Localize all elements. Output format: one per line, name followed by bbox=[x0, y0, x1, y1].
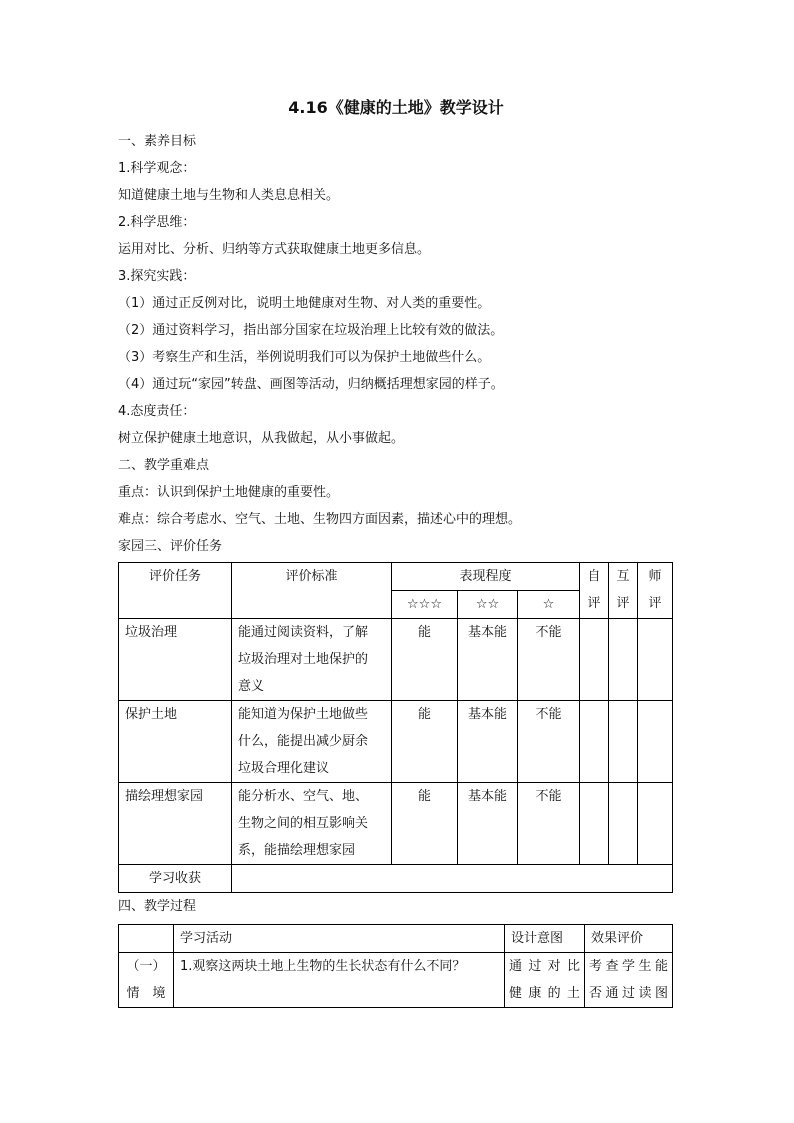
level-2-cell: 基本能 bbox=[458, 783, 518, 865]
header-performance: 表现程度 bbox=[392, 563, 580, 591]
self-eval-cell bbox=[580, 783, 609, 865]
effect-cell: 考查学生能 否通过读图 bbox=[585, 953, 673, 1008]
table-row bbox=[119, 619, 673, 701]
header-stars-3: ☆☆☆ bbox=[392, 591, 458, 619]
teacher-eval-cell bbox=[638, 619, 673, 701]
section-heading: 四、教学过程 bbox=[118, 899, 197, 914]
level-3-cell: 能 bbox=[392, 619, 458, 701]
document-page bbox=[118, 96, 674, 1008]
self-eval-cell bbox=[580, 619, 609, 701]
level-2-cell: 基本能 bbox=[458, 619, 518, 701]
table-row bbox=[119, 953, 673, 1008]
standard-cell: 能分析水、空气、地、 生物之间的相互影响关 系，能描绘理想家园 bbox=[232, 783, 392, 865]
table-row bbox=[119, 865, 673, 893]
level-3-cell: 能 bbox=[392, 701, 458, 783]
paragraph: 运用对比、分析、归纳等方式获取健康土地更多信息。 bbox=[118, 242, 431, 257]
process-table bbox=[118, 924, 673, 1008]
task-cell: 垃圾治理 bbox=[119, 619, 232, 701]
paragraph: 知道健康土地与生物和人类息息相关。 bbox=[118, 188, 340, 203]
header-activity: 学习活动 bbox=[174, 925, 505, 953]
level-2-cell: 基本能 bbox=[458, 701, 518, 783]
header-intent: 设计意图 bbox=[505, 925, 585, 953]
task-cell: 描绘理想家园 bbox=[119, 783, 232, 865]
header-effect: 效果评价 bbox=[585, 925, 673, 953]
paragraph: 难点：综合考虑水、空气、土地、生物四方面因素，描述心中的理想。 bbox=[118, 512, 522, 527]
peer-eval-cell bbox=[609, 701, 638, 783]
header-task: 评价任务 bbox=[119, 563, 232, 619]
stage-cell: （一） 情 境 bbox=[119, 953, 174, 1008]
evaluation-table bbox=[118, 562, 673, 893]
level-1-cell: 不能 bbox=[518, 783, 580, 865]
standard-cell: 能知道为保护土地做些 什么，能提出减少厨余 垃圾合理化建议 bbox=[232, 701, 392, 783]
section-heading: 二、教学重难点 bbox=[118, 458, 210, 473]
activity-cell: 1.观察这两块土地上生物的生长状态有什么不同？ bbox=[174, 953, 505, 1008]
teacher-eval-cell bbox=[638, 701, 673, 783]
teacher-eval-cell bbox=[638, 783, 673, 865]
header-teacher-eval: 师 评 bbox=[638, 563, 673, 619]
subsection-heading: 3.探究实践： bbox=[118, 269, 196, 284]
header-stars-1: ☆ bbox=[518, 591, 580, 619]
list-item: （4）通过玩“家园”转盘、画图等活动，归纳概括理想家园的样子。 bbox=[118, 377, 504, 392]
level-1-cell: 不能 bbox=[518, 701, 580, 783]
header-standard: 评价标准 bbox=[232, 563, 392, 619]
standard-cell: 能通过阅读资料，了解 垃圾治理对土地保护的 意义 bbox=[232, 619, 392, 701]
harvest-cell bbox=[232, 865, 673, 893]
document-title: 4.16《健康的土地》教学设计 bbox=[288, 98, 504, 117]
header-stars-2: ☆☆ bbox=[458, 591, 518, 619]
intent-cell: 通过对比 健康的土 bbox=[505, 953, 585, 1008]
subsection-heading: 2.科学思维： bbox=[118, 215, 196, 230]
list-item: （3）考察生产和生活，举例说明我们可以为保护土地做些什么。 bbox=[118, 350, 491, 365]
self-eval-cell bbox=[580, 701, 609, 783]
table-row bbox=[119, 701, 673, 783]
level-3-cell: 能 bbox=[392, 783, 458, 865]
subsection-heading: 1.科学观念： bbox=[118, 161, 196, 176]
stage-header-cell bbox=[119, 925, 174, 953]
section-heading: 家园三、评价任务 bbox=[118, 539, 223, 554]
section-heading: 一、素养目标 bbox=[118, 134, 197, 149]
table-row bbox=[119, 783, 673, 865]
subsection-heading: 4.态度责任： bbox=[118, 404, 196, 419]
level-1-cell: 不能 bbox=[518, 619, 580, 701]
harvest-label: 学习收获 bbox=[119, 865, 232, 893]
peer-eval-cell bbox=[609, 783, 638, 865]
paragraph: 重点：认识到保护土地健康的重要性。 bbox=[118, 485, 340, 500]
task-cell: 保护土地 bbox=[119, 701, 232, 783]
header-self-eval: 自 评 bbox=[580, 563, 609, 619]
header-peer-eval: 互 评 bbox=[609, 563, 638, 619]
list-item: （2）通过资料学习，指出部分国家在垃圾治理上比较有效的做法。 bbox=[118, 323, 504, 338]
peer-eval-cell bbox=[609, 619, 638, 701]
paragraph: 树立保护健康土地意识，从我做起，从小事做起。 bbox=[118, 431, 405, 446]
list-item: （1）通过正反例对比，说明土地健康对生物、对人类的重要性。 bbox=[118, 296, 491, 311]
